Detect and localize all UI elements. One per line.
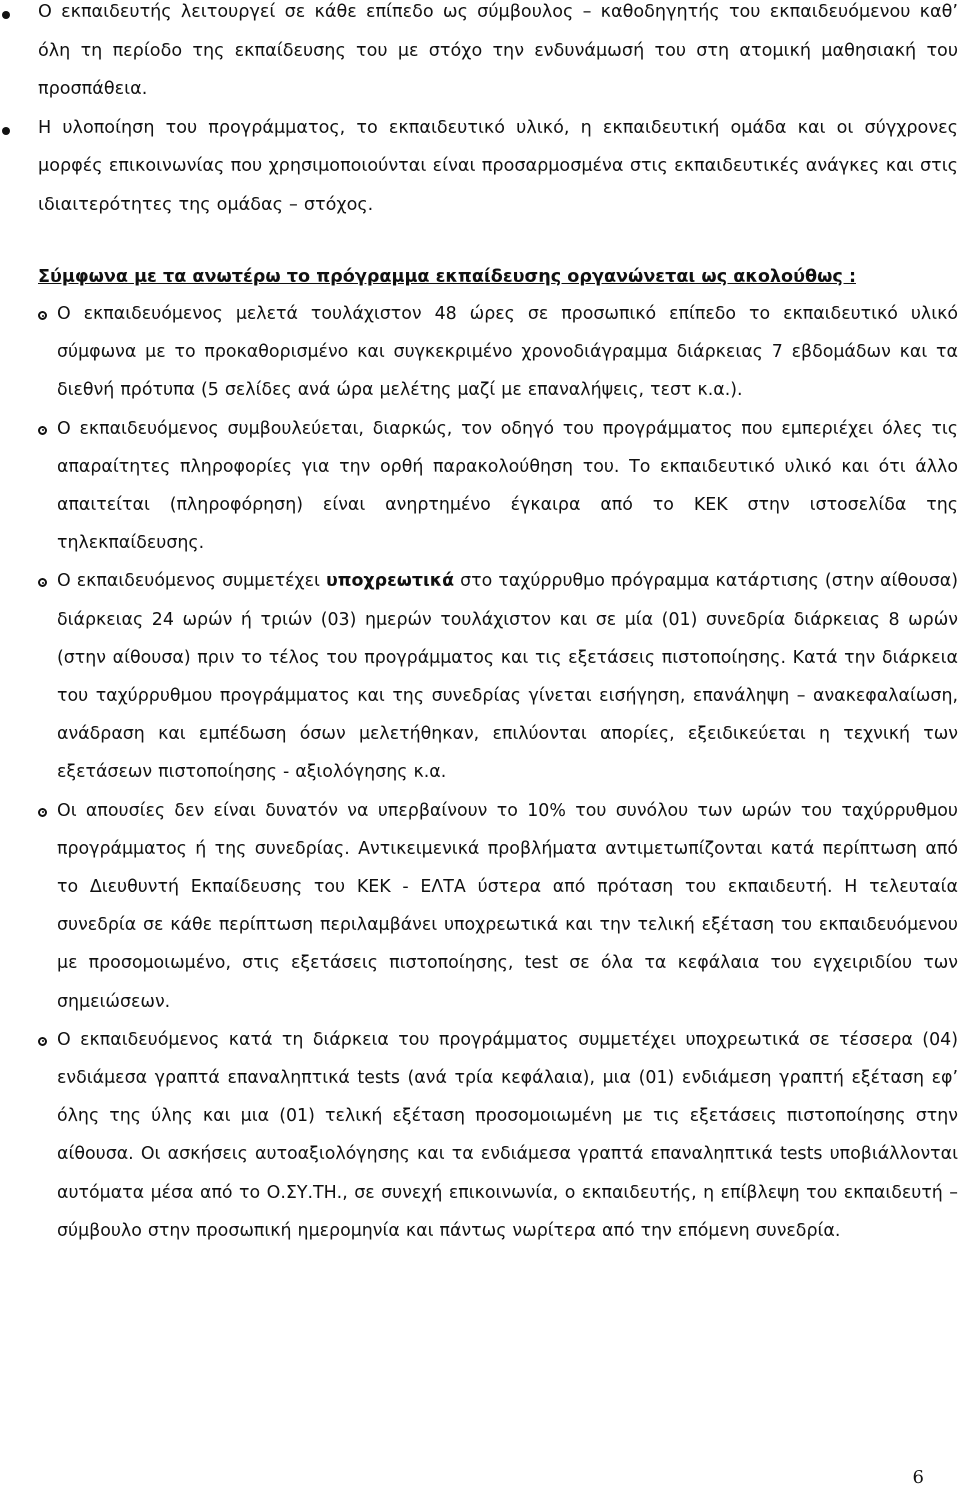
intro-bullet-list: [0, 0, 960, 224]
list-item-text-part: στο ταχύρρυθμο πρόγραμμα κατάρτισης (στην αίθουσα) διάρκειας 24 ωρών ή τριών (03) ημερών τουλάχιστον και σε μία (01) συνεδρία διάρκειας 8 ωρών (στην αίθουσα) πριν το τέλος του προγράμματος και τις εξετάσεις πιστοποίησης. Κατά την διάρκεια του ταχύρρυθμου προγράμματος και της συνεδρίας γίνεται εισήγηση, επανάληψη – ανακεφαλαίωση, ανάδραση και εμπέδωση όσων μελετήθηκαν, επιλύονται απορίες, εξειδικεύεται η τεχνική των εξετάσεων πιστοποίησης - αξιολόγησης κ.α.: [57, 571, 958, 783]
circle-bullet-icon: [38, 808, 47, 817]
bullet-dot-icon: [2, 127, 10, 135]
list-item-text: Ο εκπαιδευόμενος συμβουλεύεται, διαρκώς, τον οδηγό του προγράμματος που εμπεριέχει όλες τις απαραίτητες πληροφορίες για την ορθή παρακολούθηση του. Το εκπαιδευτικό υλικό και ότι άλλο απαιτείται (πληροφόρηση) είναι ανηρτημένο έγκαιρα από το ΚΕΚ στην ιστοσελίδα της τηλεκπαίδευσης.: [57, 418, 958, 554]
program-organization-list: [0, 295, 960, 1250]
list-item-text: [57, 562, 958, 791]
intro-bullet-item: [0, 109, 960, 225]
list-item-text: Ο εκπαιδευόμενος μελετά τουλάχιστον 48 ώρες σε προσωπικό επίπεδο το εκπαιδευτικό υλικό σύμφωνα με το προκαθορισμένο και συγκεκριμένο χρονοδιάγραμμα διάρκειας 7 εβδομάδων και τα διεθνή πρότυπα (5 σελίδες ανά ώρα μελέτης μαζί με επαναλήψεις, τεστ κ.α.).: [57, 304, 958, 401]
bullet-dot-icon: [2, 11, 10, 19]
list-item-text: Ο εκπαιδευόμενος κατά τη διάρκεια του προγράμματος συμμετέχει υποχρεωτικά σε τέσσερα (04) ενδιάμεσα γραπτά επαναληπτικά tests (ανά τρία κεφάλαια), μια (01) ενδιάμεση γραπτή εξέταση εφ’ όλης της ύλης και μια (01) τελική εξέταση προσομοιωμένη με τις εξετάσεις πιστοποίησης στην αίθουσα. Οι ασκήσεις αυτοαξιολόγησης και τα ενδιάμεσα γραπτά επαναληπτικά tests υποβιάλλονται αυτόματα μέσα από το Ο.ΣΥ.ΤΗ., σε συνεχή επικοινωνία, ο εκπαιδευτής, η επίβλεψη του εκπαιδευτή – σύμβουλο στην προσωπική ημερομηνία και πάντως νωρίτερα από την επόμενη συνεδρία.: [57, 1029, 958, 1241]
intro-bullet-item: [0, 0, 960, 109]
list-item: [0, 562, 960, 791]
list-item: [0, 1021, 960, 1250]
section-heading: Σύμφωνα με τα ανωτέρω το πρόγραμμα εκπαίδευσης οργανώνεται ως ακολούθως :: [38, 267, 856, 287]
emphasis-text: υποχρεωτικά: [325, 571, 455, 592]
circle-bullet-icon: [38, 311, 47, 320]
list-item-text-part: Ο εκπαιδευόμενος συμμετέχει: [57, 571, 326, 592]
page-number: 6: [912, 1467, 924, 1488]
list-item-text: Οι απουσίες δεν είναι δυνατόν να υπερβαίνουν το 10% του συνόλου των ωρών του ταχύρρυθμου προγράμματος ή της συνεδρίας. Αντικειμενικά προβλήματα αντιμετωπίζονται κατά περίπτωση από το Διευθυντή Εκπαίδευσης του ΚΕΚ - ΕΛΤΑ ύστερα από πρόταση του εκπαιδευτή. Η τελευταία συνεδρία σε κάθε περίπτωση περιλαμβάνει υποχρεωτικά και την τελική εξέταση του εκπαιδευόμενου με προσομοιωμένο, στις εξετάσεις πιστοποίησης, test σε όλα τα κεφάλαια του εγχειριδίου των σημειώσεων.: [57, 800, 958, 1012]
list-item: [0, 295, 960, 410]
list-item: [0, 410, 960, 563]
intro-bullet-text: Η υλοποίηση του προγράμματος, το εκπαιδευτικό υλικό, η εκπαιδευτική ομάδα και οι σύγχρονες μορφές επικοινωνίας που χρησιμοποιούνται είναι προσαρμοσμένα στις εκπαιδευτικές ανάγκες και στις ιδιαιτερότητες της ομάδας – στόχος.: [38, 117, 958, 215]
circle-bullet-icon: [38, 1037, 47, 1046]
list-item: [0, 792, 960, 1021]
intro-bullet-text: Ο εκπαιδευτής λειτουργεί σε κάθε επίπεδο ως σύμβουλος – καθοδηγητής του εκπαιδευόμενου καθ’ όλη τη περίοδο της εκπαίδευσης του με στόχο την ενδυνάμωσή του στη ατομική μαθησιακή του προσπάθεια.: [38, 2, 958, 99]
circle-bullet-icon: [38, 578, 47, 587]
circle-bullet-icon: [38, 426, 47, 435]
